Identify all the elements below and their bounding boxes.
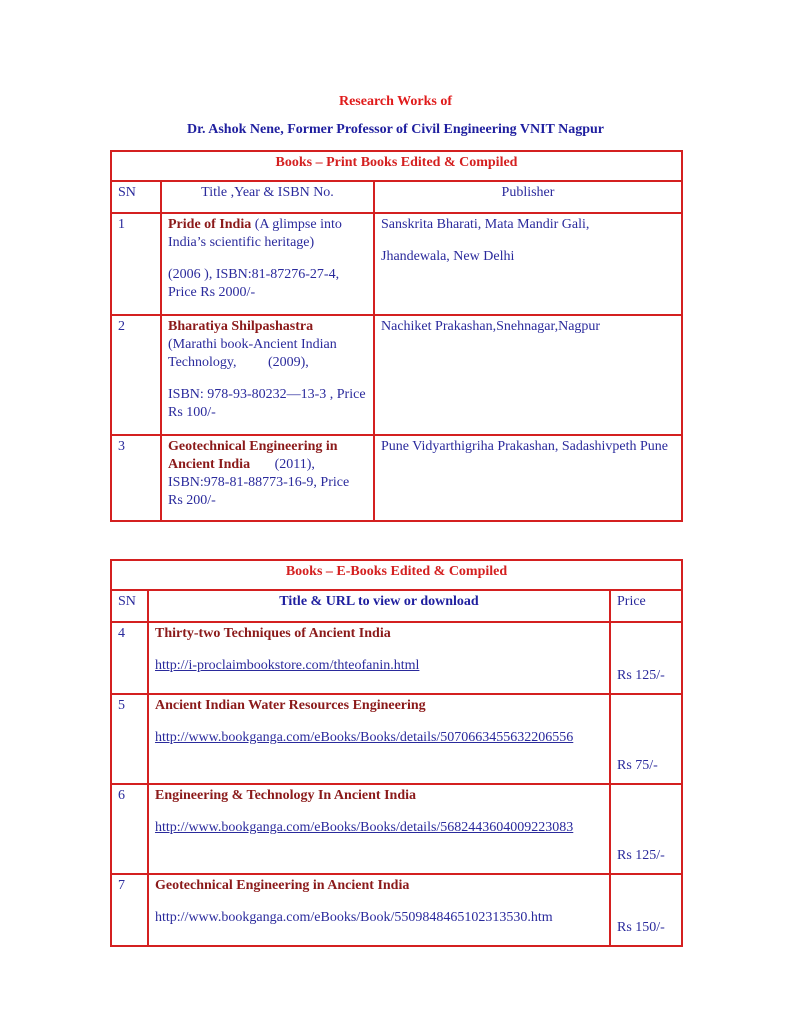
ebook-url-text: http://www.bookganga.com/eBooks/Book/5509848465102313530.htm [155,910,553,925]
table-row [111,874,682,946]
ebook-title: Ancient Indian Water Resources Engineering [155,698,426,713]
page-subtitle: Dr. Ashok Nene, Former Professor of Civil Engineering VNIT Nagpur [186,122,605,137]
book-desc: (Marathi book-Ancient Indian Technology, (2009), [168,337,340,370]
header-title: Title ,Year & ISBN No. [161,181,374,213]
print-books-table [110,150,683,522]
row-title-cell [161,435,374,521]
row-sn: 5 [111,694,148,784]
row-title-cell [148,874,610,946]
table-row [111,315,682,435]
header-sn: SN [111,181,161,213]
ebook-title: Geotechnical Engineering in Ancient India [155,878,410,893]
book-title: Pride of India [168,217,252,232]
table-header-row [111,590,682,622]
ebook-link[interactable]: http://www.bookganga.com/eBooks/Books/details/5682443604009223083 [155,820,574,835]
publisher-line: Jhandewala, New Delhi [381,249,515,264]
row-sn: 1 [111,213,161,315]
ebook-price: Rs 125/- [610,622,682,694]
row-title-cell [148,622,610,694]
ebook-title: Thirty-two Techniques of Ancient India [155,626,391,641]
row-title-cell [148,784,610,874]
ebook-price: Rs 75/- [610,694,682,784]
ebooks-caption: Books – E-Books Edited & Compiled [111,560,682,590]
table-row [111,622,682,694]
table-header-row [111,181,682,213]
table-row [111,435,682,521]
row-sn: 3 [111,435,161,521]
page-title: Research Works of [338,94,453,109]
ebook-price: Rs 125/- [610,784,682,874]
row-title-cell [161,213,374,315]
table-row [111,694,682,784]
row-sn: 2 [111,315,161,435]
ebook-link[interactable]: http://www.bookganga.com/eBooks/Books/details/5070663455632206556 [155,730,574,745]
row-title-cell [148,694,610,784]
header-sn: SN [111,590,148,622]
book-details: ISBN: 978-93-80232—13-3 , Price Rs 100/- [168,387,366,420]
row-sn: 7 [111,874,148,946]
publisher-line: Pune Vidyarthigriha Prakashan, Sadashivpeth Pune [381,439,669,454]
row-title-cell [161,315,374,435]
publisher-line: Sanskrita Bharati, Mata Mandir Gali, [381,217,590,232]
header-title-url: Title & URL to view or download [148,590,610,622]
row-publisher-cell [374,213,682,315]
book-desc: (A glimpse into India’s scientific heritage) [168,217,342,250]
ebook-link[interactable]: http://i-proclaimbookstore.com/thteofanin.html [155,658,420,673]
print-books-caption: Books – Print Books Edited & Compiled [111,151,682,181]
book-details: (2006 ), ISBN:81-87276-27-4, Price Rs 2000/- [168,267,340,300]
row-sn: 4 [111,622,148,694]
ebook-price: Rs 150/- [610,874,682,946]
row-sn: 6 [111,784,148,874]
table-row [111,213,682,315]
header-price: Price [610,590,682,622]
header-publisher: Publisher [374,181,682,213]
book-title: Geotechnical Engineering in Ancient India [168,439,338,472]
book-title: Bharatiya Shilpashastra [168,319,314,334]
book-desc: (2011), ISBN:978-81-88773-16-9, Price Rs 200/- [168,457,353,508]
ebook-title: Engineering & Technology In Ancient India [155,788,417,803]
ebooks-table [110,559,683,947]
row-publisher-cell [374,435,682,521]
table-row [111,784,682,874]
publisher-line: Nachiket Prakashan,Snehnagar,Nagpur [381,319,601,334]
row-publisher-cell [374,315,682,435]
